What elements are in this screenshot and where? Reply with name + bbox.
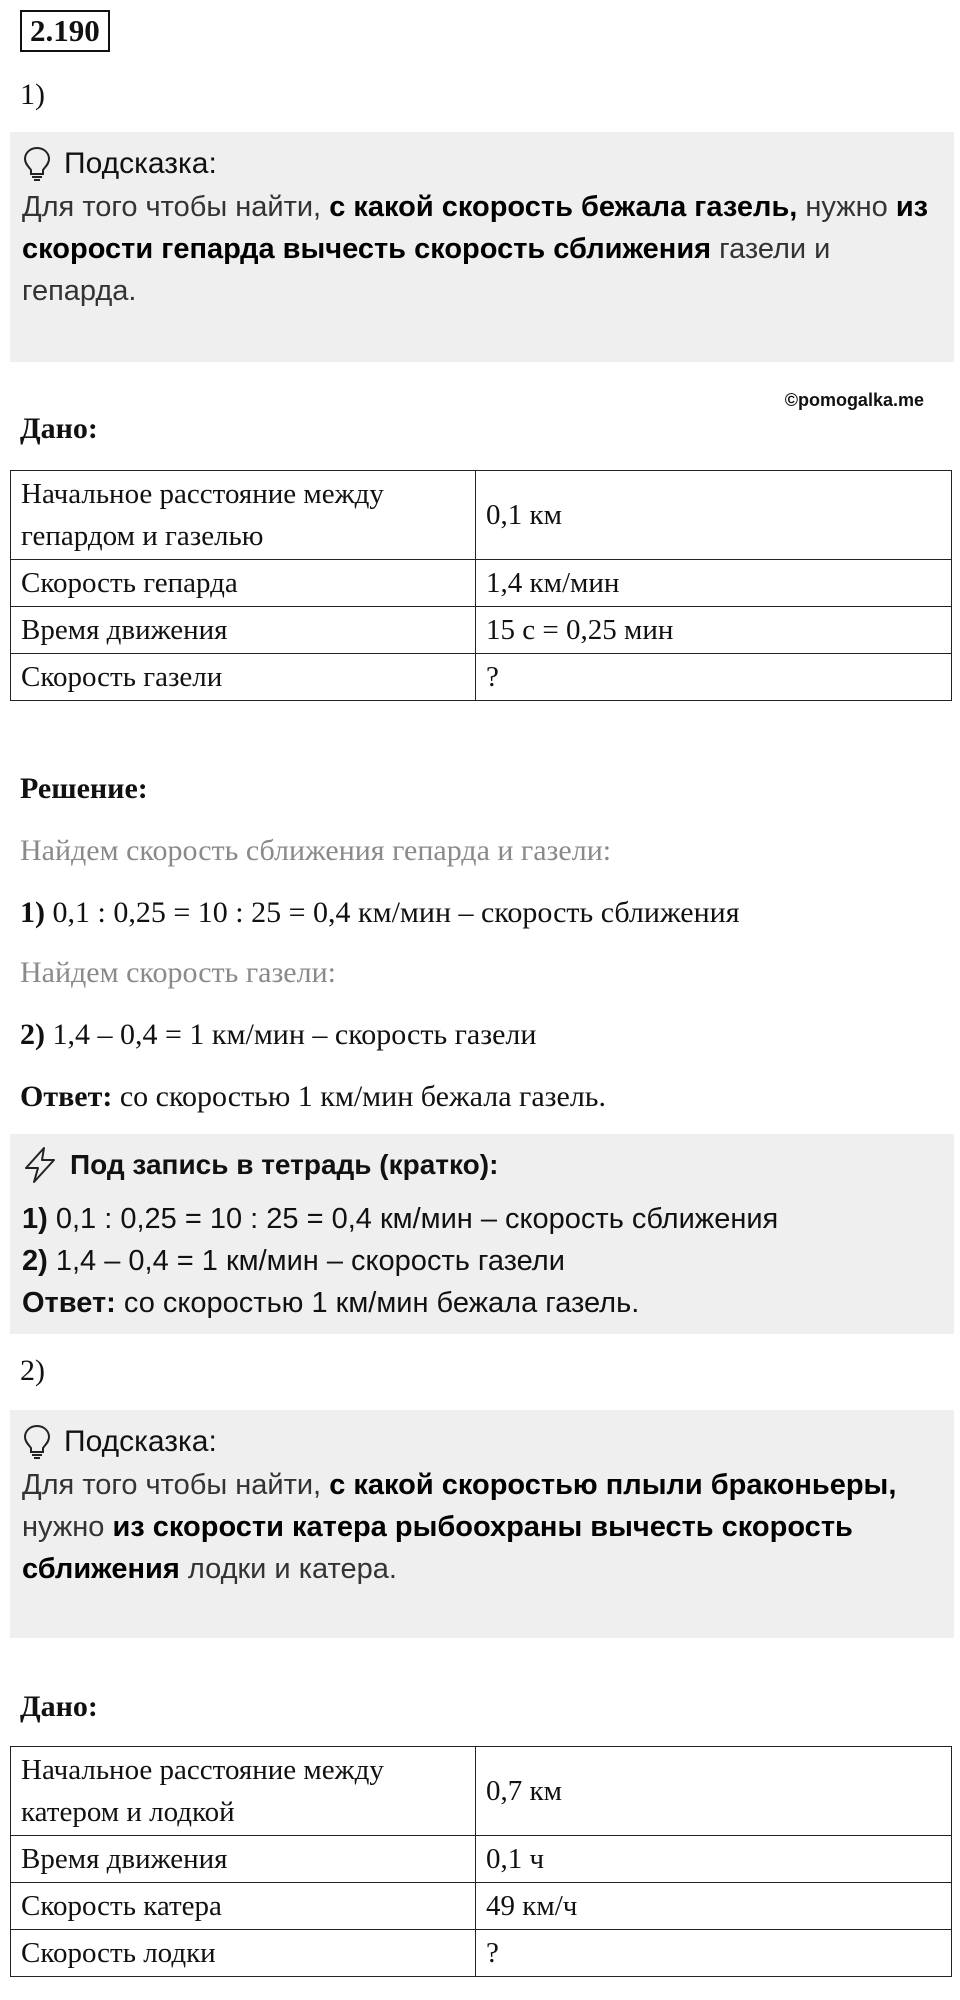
table-row — [11, 654, 952, 701]
answer-text: со скоростью 1 км/мин бежала газель. — [119, 1080, 606, 1113]
given-value: ? — [476, 1930, 952, 1977]
part-label-1: 1) — [20, 78, 45, 111]
given-table-1 — [10, 470, 952, 701]
given-label: Время движения — [11, 1836, 476, 1883]
table-row — [11, 1883, 952, 1930]
hint-text-1: Для того чтобы найти, — [22, 1469, 322, 1501]
hint-bold-1: с какой скоростью плыли браконьеры, — [329, 1469, 897, 1501]
problem-number: 2.190 — [20, 10, 110, 52]
table-row — [11, 607, 952, 654]
given-value: 49 км/ч — [476, 1883, 952, 1930]
given-value: 0,7 км — [476, 1747, 952, 1836]
step1-line — [20, 896, 740, 930]
short-notes-title — [22, 1142, 942, 1188]
table-row — [11, 1747, 952, 1836]
hint-box-2 — [10, 1410, 954, 1638]
step1-note: Найдем скорость сближения гепарда и газели: — [20, 834, 612, 867]
table-row — [11, 471, 952, 560]
step2-note: Найдем скорость газели: — [20, 956, 336, 989]
given-title-2: Дано: — [20, 1690, 98, 1723]
step1-number: 1) — [20, 896, 45, 929]
given-table-2 — [10, 1746, 952, 1977]
hint-text-3: лодки и катера. — [187, 1553, 397, 1585]
hint-bold-2: из скорости гепарда вычесть скорость сближения — [22, 191, 929, 265]
short-line-1 — [22, 1198, 942, 1240]
watermark: ©pomogalka.me — [784, 390, 924, 410]
hint-text-3: газели и гепарда. — [22, 233, 831, 307]
hint-title — [22, 1420, 942, 1464]
step2-line — [20, 1018, 536, 1052]
table-row — [11, 1930, 952, 1977]
short-line-1-text: 0,1 : 0,25 = 10 : 25 = 0,4 км/мин – скорость сближения — [55, 1203, 779, 1235]
given-value: 1,4 км/мин — [476, 560, 952, 607]
solution-title: Решение: — [20, 772, 148, 805]
given-label: Скорость газели — [11, 654, 476, 701]
short-line-1-number: 1) — [22, 1203, 48, 1235]
answer-label: Ответ: — [20, 1080, 113, 1113]
given-value: 15 с = 0,25 мин — [476, 607, 952, 654]
short-answer-line — [22, 1282, 942, 1324]
hint-text-1: Для того чтобы найти, — [22, 191, 322, 223]
step2-text: 1,4 – 0,4 = 1 км/мин – скорость газели — [52, 1018, 537, 1051]
given-label: Время движения — [11, 607, 476, 654]
hint-text-2: нужно — [805, 191, 888, 223]
hint-title-text: Подсказка: — [64, 147, 217, 180]
hint-bold-2: из скорости катера рыбоохраны вычесть скорость сближения — [22, 1511, 853, 1585]
hint-title-text: Подсказка: — [64, 1425, 217, 1458]
given-label: Скорость лодки — [11, 1930, 476, 1977]
given-label: Скорость катера — [11, 1883, 476, 1930]
short-answer-label: Ответ: — [22, 1287, 116, 1319]
short-line-2-text: 1,4 – 0,4 = 1 км/мин – скорость газели — [55, 1245, 565, 1277]
given-label: Начальное расстояние между катером и лодкой — [11, 1747, 476, 1836]
part-label-2: 2) — [20, 1354, 45, 1387]
given-label: Начальное расстояние между гепардом и газелью — [11, 471, 476, 560]
given-value: ? — [476, 654, 952, 701]
table-row — [11, 560, 952, 607]
answer-line — [20, 1080, 606, 1114]
short-answer-text: со скоростью 1 км/мин бежала газель. — [123, 1287, 640, 1319]
step2-number: 2) — [20, 1018, 45, 1051]
short-notes-title-text: Под запись в тетрадь (кратко): — [70, 1149, 499, 1180]
hint-box-1 — [10, 132, 954, 362]
short-notes-box — [10, 1134, 954, 1334]
short-line-2 — [22, 1240, 942, 1282]
given-label: Скорость гепарда — [11, 560, 476, 607]
step1-text: 0,1 : 0,25 = 10 : 25 = 0,4 км/мин – скорость сближения — [52, 896, 740, 929]
hint-text-2: нужно — [22, 1511, 105, 1543]
lightbulb-icon — [22, 1424, 52, 1460]
hint-text — [22, 186, 942, 312]
given-value: 0,1 ч — [476, 1836, 952, 1883]
lightbulb-icon — [22, 146, 52, 182]
given-value: 0,1 км — [476, 471, 952, 560]
table-row — [11, 1836, 952, 1883]
hint-title — [22, 142, 942, 186]
short-line-2-number: 2) — [22, 1245, 48, 1277]
hint-text — [22, 1464, 942, 1590]
hint-bold-1: с какой скорость бежала газель, — [329, 191, 798, 223]
given-title-1: Дано: — [20, 412, 98, 445]
lightning-icon — [22, 1146, 58, 1184]
